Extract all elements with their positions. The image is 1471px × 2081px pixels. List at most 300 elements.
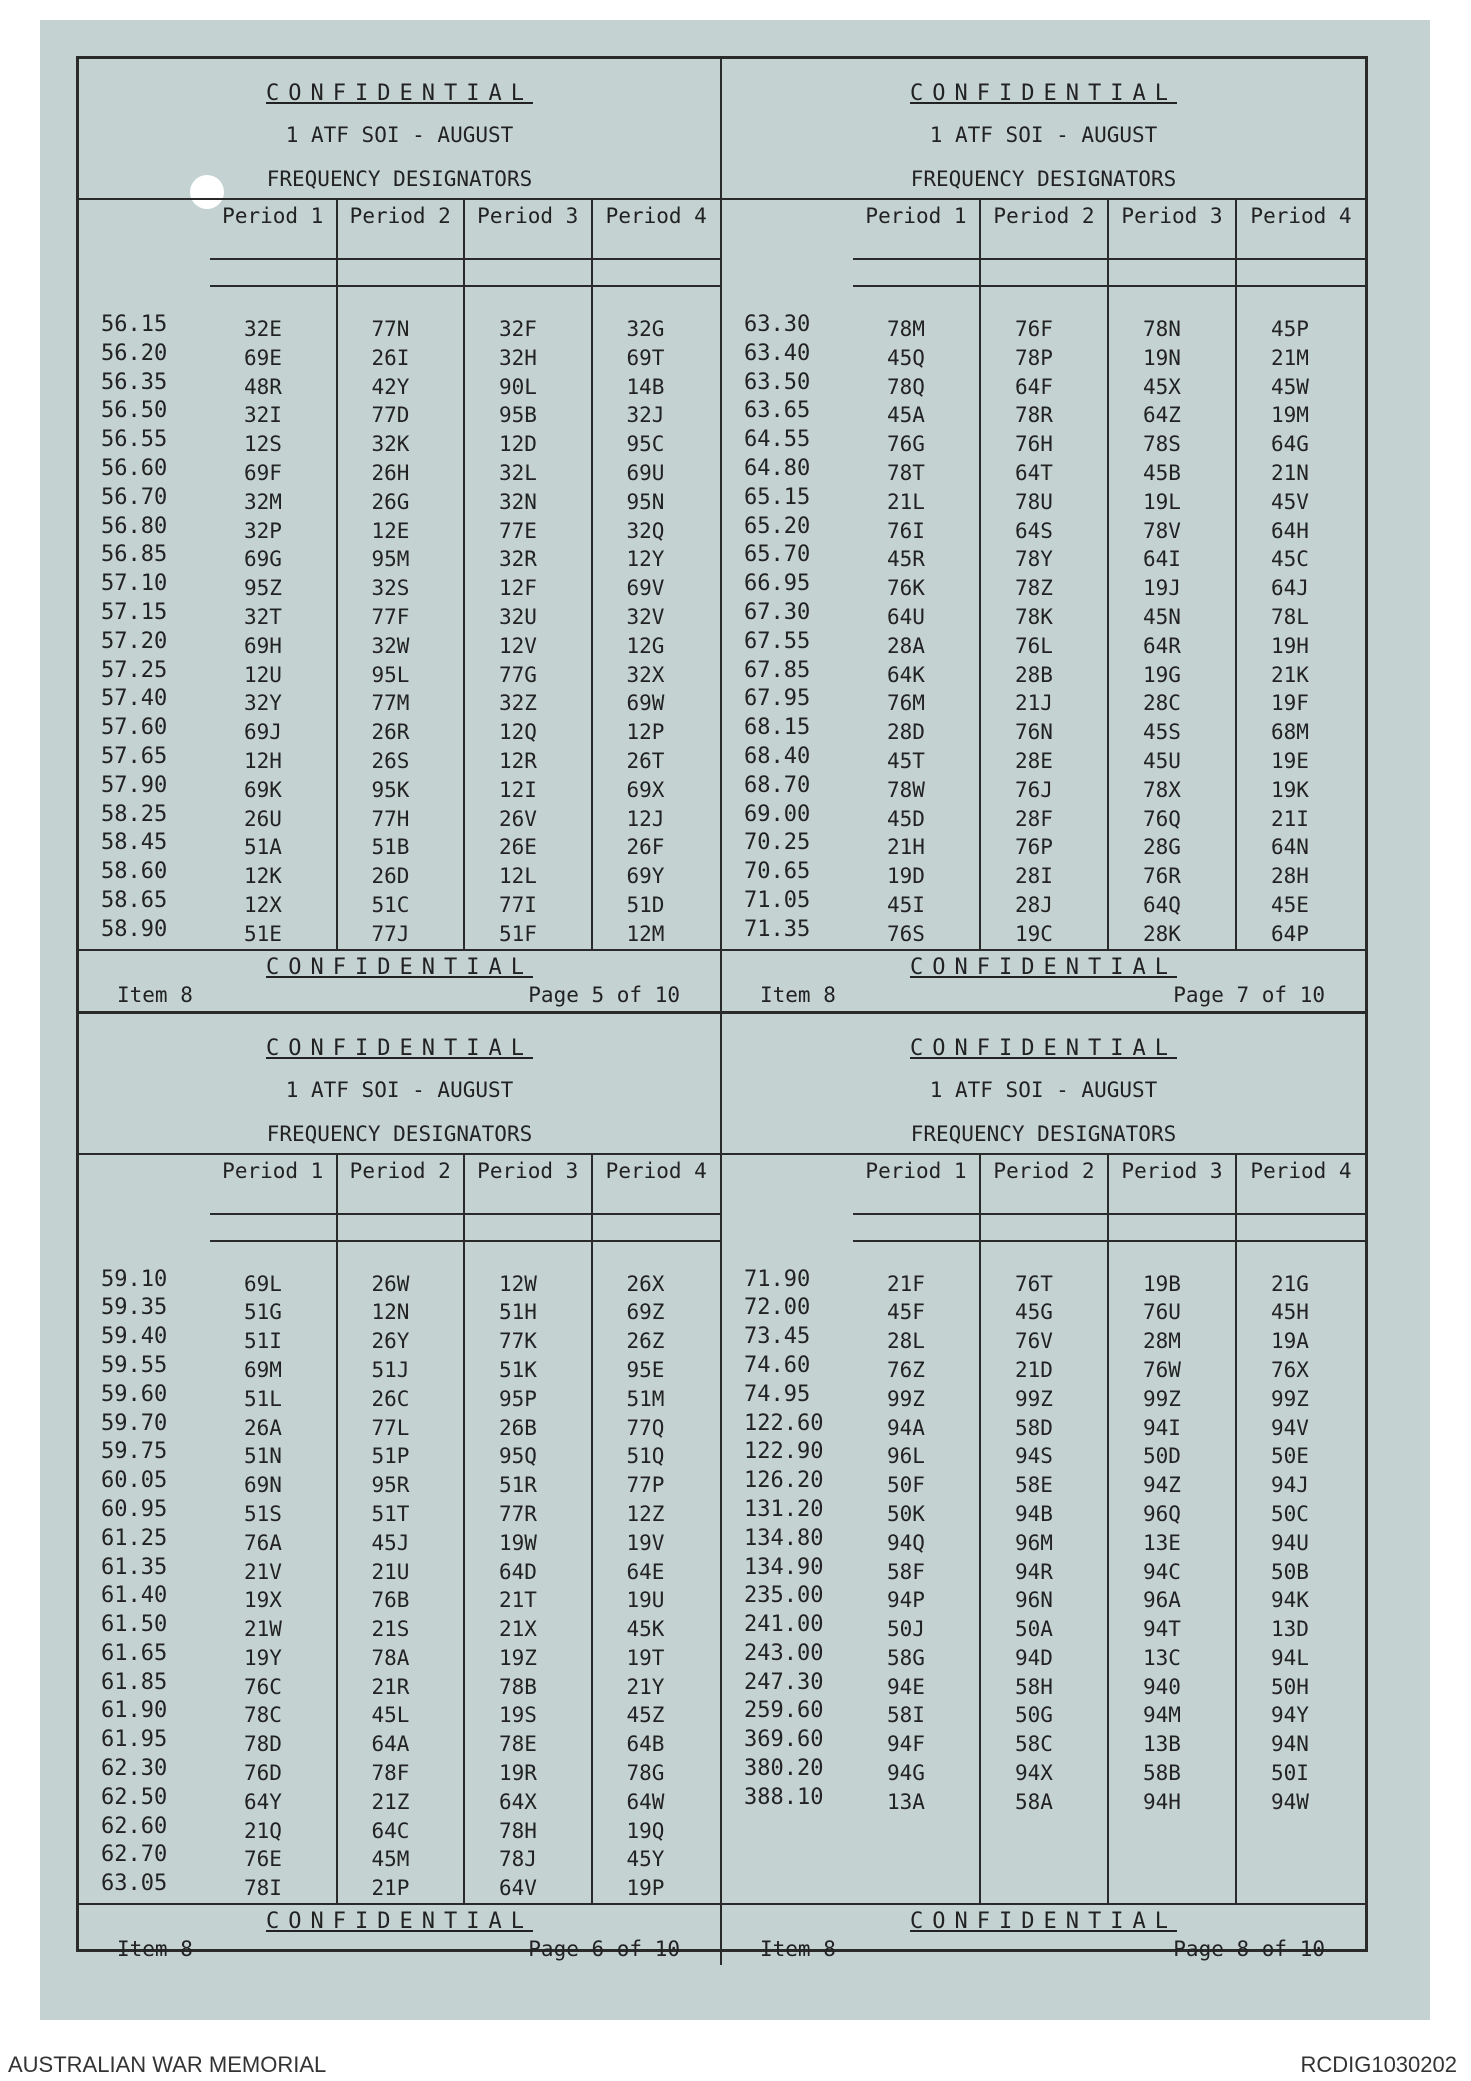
designator-cell: 76P bbox=[1015, 835, 1053, 860]
designator-cell: 12F bbox=[499, 576, 537, 601]
designator-cell: 64X bbox=[499, 1789, 537, 1814]
designator-cell: 28G bbox=[1143, 835, 1181, 860]
designator-cell: 19Z bbox=[499, 1645, 537, 1670]
designator-cell: 78T bbox=[887, 460, 925, 485]
frequency-value: 63.40 bbox=[744, 340, 811, 366]
frequency-value: 71.90 bbox=[744, 1266, 811, 1292]
frequency-header-blank bbox=[79, 200, 210, 258]
designator-cell: 95R bbox=[371, 1473, 410, 1498]
designator-cell: 12K bbox=[244, 864, 282, 889]
designator-cell: 26X bbox=[626, 1271, 665, 1296]
designator-cell: 64B bbox=[626, 1732, 665, 1757]
frequency-value: 131.20 bbox=[744, 1496, 824, 1522]
designator-cell: 50H bbox=[1271, 1674, 1309, 1699]
frequency-value: 64.55 bbox=[744, 427, 811, 453]
designator-cell: 26V bbox=[499, 806, 537, 831]
designator-cell: 78A bbox=[371, 1645, 410, 1670]
designator-cell: 78F bbox=[371, 1761, 410, 1786]
designator-cell: 28C bbox=[1143, 691, 1181, 716]
designator-cell: 77I bbox=[499, 892, 537, 917]
designator-cell: 12V bbox=[499, 633, 537, 658]
designator-cell: 26F bbox=[626, 835, 665, 860]
soi-title: 1 ATF SOI - AUGUST bbox=[285, 1077, 514, 1102]
designator-cell: 94N bbox=[1271, 1732, 1309, 1757]
frequency-value: 235.00 bbox=[744, 1583, 824, 1609]
designator-cell: 19W bbox=[499, 1530, 537, 1555]
designator-cell: 94K bbox=[1271, 1588, 1309, 1613]
card-header bbox=[722, 59, 1365, 200]
designator-cell: 51P bbox=[371, 1444, 410, 1469]
period-column-3 bbox=[465, 200, 593, 949]
designator-cell: 50C bbox=[1271, 1501, 1309, 1526]
designator-cell: 12X bbox=[244, 892, 282, 917]
frequency-value: 243.00 bbox=[744, 1640, 824, 1666]
designator-cell: 94V bbox=[1271, 1415, 1309, 1440]
frequency-value: 70.65 bbox=[744, 859, 811, 885]
designator-cell: 51M bbox=[626, 1386, 665, 1411]
designator-cell: 26E bbox=[499, 835, 537, 860]
designator-cell: 12Y bbox=[626, 547, 665, 572]
frequency-value: 56.60 bbox=[101, 455, 168, 481]
period-column-3 bbox=[1109, 200, 1237, 949]
designator-cell: 12J bbox=[626, 806, 665, 831]
frequency-value: 56.20 bbox=[101, 340, 168, 366]
frequency-value: 62.50 bbox=[101, 1784, 168, 1810]
designator-cell: 69U bbox=[626, 460, 665, 485]
designator-cell: 51G bbox=[244, 1300, 282, 1325]
designator-cell: 64W bbox=[626, 1789, 665, 1814]
designator-cell: 51R bbox=[499, 1473, 537, 1498]
designator-cell: 69Z bbox=[626, 1300, 665, 1325]
frequency-value: 369.60 bbox=[744, 1727, 824, 1753]
frequency-column bbox=[722, 1155, 853, 1904]
frequency-subheader-blank bbox=[722, 258, 853, 283]
designator-cell: 94Q bbox=[887, 1530, 925, 1555]
designator-cell: 51E bbox=[244, 921, 282, 946]
designator-cell: 64Z bbox=[1143, 403, 1181, 428]
designator-cell: 32Q bbox=[626, 518, 665, 543]
period-header: Period 4 bbox=[1250, 1158, 1352, 1183]
frequency-value: 58.45 bbox=[101, 830, 168, 856]
designator-cell: 64K bbox=[887, 662, 925, 687]
designator-cell: 19V bbox=[626, 1530, 665, 1555]
period-column-4 bbox=[1237, 1155, 1365, 1904]
page-5-card bbox=[79, 59, 722, 1014]
designator-cell: 77N bbox=[371, 317, 410, 341]
designator-cell: 94F bbox=[887, 1732, 925, 1757]
period-header: Period 3 bbox=[1121, 1158, 1223, 1183]
designator-cell: 12L bbox=[499, 864, 537, 889]
frequency-value: 61.50 bbox=[101, 1612, 168, 1638]
period-values bbox=[210, 287, 336, 949]
period-subheader bbox=[1237, 258, 1365, 287]
designator-cell: 12E bbox=[371, 518, 410, 543]
designator-cell: 94J bbox=[1271, 1473, 1309, 1498]
period-values bbox=[981, 1242, 1107, 1817]
designator-cell: 76I bbox=[887, 518, 925, 543]
period-values bbox=[853, 1242, 979, 1817]
designator-cell: 21W bbox=[244, 1617, 282, 1642]
frequency-value: 64.80 bbox=[744, 455, 811, 481]
designator-cell: 19T bbox=[626, 1645, 665, 1670]
period-column-2 bbox=[338, 200, 466, 949]
designator-cell: 50E bbox=[1271, 1444, 1309, 1469]
designator-cell: 64V bbox=[499, 1876, 537, 1901]
frequency-value: 57.15 bbox=[101, 599, 168, 625]
designator-cell: 13B bbox=[1143, 1732, 1181, 1757]
designator-cell: 45X bbox=[1143, 374, 1181, 399]
frequency-value: 63.50 bbox=[744, 369, 811, 395]
designator-cell: 19Q bbox=[626, 1818, 665, 1843]
designator-cell: 19F bbox=[1271, 691, 1309, 716]
period-column-4 bbox=[593, 1155, 721, 1904]
period-header: Period 2 bbox=[349, 1158, 451, 1183]
frequency-table bbox=[79, 200, 720, 949]
frequency-table bbox=[79, 1155, 720, 1904]
designator-cell: 94C bbox=[1143, 1559, 1181, 1584]
designator-cell: 21T bbox=[499, 1588, 537, 1613]
period-column-1 bbox=[853, 1155, 981, 1904]
designator-cell: 77D bbox=[371, 403, 410, 428]
designator-cell: 12N bbox=[371, 1300, 410, 1325]
card-footer bbox=[722, 949, 1365, 1011]
page-number: Page 6 of 10 bbox=[528, 1937, 680, 1962]
designator-cell: 94E bbox=[887, 1674, 925, 1699]
designator-cell: 76V bbox=[1015, 1329, 1053, 1354]
frequency-values bbox=[79, 1238, 210, 1900]
frequency-value: 74.60 bbox=[744, 1352, 811, 1378]
designator-cell: 12H bbox=[244, 748, 282, 773]
frequency-values bbox=[79, 283, 210, 945]
period-header: Period 1 bbox=[865, 204, 967, 228]
confidential-heading: CONFIDENTIAL bbox=[266, 81, 533, 106]
frequency-header-blank bbox=[722, 1155, 853, 1213]
designator-cell: 19N bbox=[1143, 345, 1181, 370]
designator-cell: 13A bbox=[887, 1789, 925, 1814]
period-values bbox=[593, 1242, 721, 1904]
designator-cell: 64P bbox=[1271, 921, 1309, 946]
item-label: Item 8 bbox=[117, 982, 193, 1007]
designator-cell: 76K bbox=[887, 576, 925, 601]
designator-cell: 51N bbox=[244, 1444, 282, 1469]
period-subheader bbox=[210, 258, 336, 287]
period-header: Period 2 bbox=[993, 204, 1095, 228]
designator-cell: 95Q bbox=[499, 1444, 537, 1469]
designator-cell: 13E bbox=[1143, 1530, 1181, 1555]
frequency-value: 259.60 bbox=[744, 1698, 824, 1724]
period-subheader bbox=[981, 1213, 1107, 1242]
period-column-2 bbox=[981, 200, 1109, 949]
designator-cell: 28D bbox=[887, 720, 925, 745]
designator-cell: 76G bbox=[887, 432, 925, 457]
designator-cell: 76D bbox=[244, 1761, 282, 1786]
frequency-subheader-blank bbox=[79, 1213, 210, 1238]
designator-cell: 32K bbox=[371, 432, 410, 457]
designator-cell: 19K bbox=[1271, 777, 1309, 802]
designator-cell: 19R bbox=[499, 1761, 537, 1786]
designator-cell: 21K bbox=[1271, 662, 1309, 687]
frequency-value: 61.40 bbox=[101, 1583, 168, 1609]
confidential-heading: CONFIDENTIAL bbox=[910, 1035, 1177, 1061]
designator-cell: 45T bbox=[887, 748, 925, 773]
designator-cell: 48R bbox=[244, 374, 282, 399]
page-number: Page 7 of 10 bbox=[1173, 982, 1325, 1007]
designator-cell: 19H bbox=[1271, 633, 1309, 658]
period-subheader bbox=[338, 258, 464, 287]
frequency-value: 122.90 bbox=[744, 1439, 824, 1465]
frequency-value: 58.65 bbox=[101, 887, 168, 913]
designator-cell: 58F bbox=[887, 1559, 925, 1584]
source-label: AUSTRALIAN WAR MEMORIAL bbox=[8, 2052, 327, 2077]
section-subtitle: FREQUENCY DESIGNATORS bbox=[266, 167, 533, 191]
designator-cell: 26I bbox=[371, 345, 410, 370]
designator-cell: 12Q bbox=[499, 720, 537, 745]
designator-cell: 45G bbox=[1015, 1300, 1053, 1325]
designator-cell: 12Z bbox=[626, 1501, 665, 1526]
designator-cell: 78K bbox=[1015, 604, 1053, 629]
section-subtitle: FREQUENCY DESIGNATORS bbox=[266, 1121, 533, 1146]
designator-cell: 51S bbox=[244, 1501, 282, 1526]
designator-cell: 50K bbox=[887, 1501, 925, 1526]
page-8-card bbox=[722, 1014, 1365, 1966]
designator-cell: 69X bbox=[626, 777, 665, 802]
card-footer bbox=[79, 949, 720, 1011]
designator-cell: 13D bbox=[1271, 1617, 1309, 1642]
frequency-value: 59.75 bbox=[101, 1439, 168, 1465]
designator-cell: 76Z bbox=[887, 1357, 925, 1382]
frequency-value: 61.95 bbox=[101, 1727, 168, 1753]
designator-cell: 26T bbox=[626, 748, 665, 773]
period-subheader bbox=[1237, 1213, 1365, 1242]
designator-cell: 76M bbox=[887, 691, 925, 716]
designator-cell: 78B bbox=[499, 1674, 537, 1699]
designator-cell: 94M bbox=[1143, 1703, 1181, 1728]
card-header bbox=[79, 1014, 720, 1155]
designator-cell: 64E bbox=[626, 1559, 665, 1584]
designator-cell: 32Z bbox=[499, 691, 537, 716]
designator-cell: 28M bbox=[1143, 1329, 1181, 1354]
designator-cell: 51T bbox=[371, 1501, 410, 1526]
designator-cell: 78C bbox=[244, 1703, 282, 1728]
frequency-value: 57.25 bbox=[101, 657, 168, 683]
frequency-values bbox=[722, 283, 853, 945]
designator-cell: 45N bbox=[1143, 604, 1181, 629]
frequency-header-blank bbox=[722, 200, 853, 258]
designator-cell: 32E bbox=[244, 317, 282, 341]
designator-cell: 45J bbox=[371, 1530, 410, 1555]
designator-cell: 12W bbox=[499, 1271, 537, 1296]
designator-cell: 21Y bbox=[626, 1674, 665, 1699]
designator-cell: 50G bbox=[1015, 1703, 1053, 1728]
designator-cell: 45H bbox=[1271, 1300, 1309, 1325]
designator-cell: 95C bbox=[626, 432, 665, 457]
designator-cell: 45U bbox=[1143, 748, 1181, 773]
frequency-value: 61.35 bbox=[101, 1554, 168, 1580]
frequency-value: 70.25 bbox=[744, 830, 811, 856]
designator-cell: 77H bbox=[371, 806, 410, 831]
designator-cell: 94R bbox=[1015, 1559, 1053, 1584]
designator-cell: 50D bbox=[1143, 1444, 1181, 1469]
designator-cell: 32V bbox=[626, 604, 665, 629]
period-subheader bbox=[593, 258, 721, 287]
designator-cell: 94A bbox=[887, 1415, 925, 1440]
designator-cell: 94S bbox=[1015, 1444, 1053, 1469]
designator-cell: 21Z bbox=[371, 1789, 410, 1814]
designator-cell: 50A bbox=[1015, 1617, 1053, 1642]
designator-cell: 45E bbox=[1271, 892, 1309, 917]
designator-cell: 14B bbox=[626, 374, 665, 399]
designator-cell: 21D bbox=[1015, 1357, 1053, 1382]
designator-cell: 90L bbox=[499, 374, 537, 399]
designator-cell: 28B bbox=[1015, 662, 1053, 687]
period-header: Period 3 bbox=[477, 204, 579, 228]
designator-cell: 95E bbox=[626, 1357, 665, 1382]
designator-cell: 19Y bbox=[244, 1645, 282, 1670]
period-column-1 bbox=[853, 200, 981, 949]
designator-cell: 32H bbox=[499, 345, 537, 370]
period-values bbox=[465, 287, 591, 949]
designator-cell: 51Q bbox=[626, 1444, 665, 1469]
designator-cell: 64R bbox=[1143, 633, 1181, 658]
designator-cell: 21P bbox=[371, 1876, 410, 1901]
designator-cell: 95L bbox=[371, 662, 410, 687]
frequency-value: 56.55 bbox=[101, 427, 168, 453]
designator-cell: 96L bbox=[887, 1444, 925, 1469]
designator-cell: 95K bbox=[371, 777, 410, 802]
designator-cell: 69W bbox=[626, 691, 665, 716]
designator-cell: 19L bbox=[1143, 489, 1181, 514]
designator-cell: 96N bbox=[1015, 1588, 1053, 1613]
confidential-heading: CONFIDENTIAL bbox=[910, 81, 1177, 106]
designator-cell: 13C bbox=[1143, 1645, 1181, 1670]
designator-cell: 58B bbox=[1143, 1761, 1181, 1786]
item-label: Item 8 bbox=[760, 982, 836, 1007]
designator-cell: 69F bbox=[244, 460, 282, 485]
soi-title: 1 ATF SOI - AUGUST bbox=[285, 123, 514, 147]
designator-cell: 21G bbox=[1271, 1271, 1309, 1296]
frequency-value: 69.00 bbox=[744, 801, 811, 827]
designator-cell: 940 bbox=[1143, 1674, 1181, 1699]
designator-cell: 69E bbox=[244, 345, 282, 370]
designator-cell: 76W bbox=[1143, 1357, 1181, 1382]
frequency-value: 57.40 bbox=[101, 686, 168, 712]
page-number: Page 8 of 10 bbox=[1173, 1937, 1325, 1962]
frequency-value: 241.00 bbox=[744, 1612, 824, 1638]
designator-cell: 78U bbox=[1015, 489, 1053, 514]
designator-cell: 77L bbox=[371, 1415, 410, 1440]
designator-cell: 99Z bbox=[1143, 1386, 1181, 1411]
period-values bbox=[1237, 1242, 1365, 1817]
designator-cell: 50I bbox=[1271, 1761, 1309, 1786]
frequency-value: 56.15 bbox=[101, 312, 168, 337]
designator-cell: 64D bbox=[499, 1559, 537, 1584]
designator-cell: 26U bbox=[244, 806, 282, 831]
designator-cell: 50F bbox=[887, 1473, 925, 1498]
frequency-value: 67.30 bbox=[744, 599, 811, 625]
designator-cell: 12P bbox=[626, 720, 665, 745]
designator-cell: 45L bbox=[371, 1703, 410, 1728]
designator-cell: 26Y bbox=[371, 1329, 410, 1354]
designator-cell: 78P bbox=[1015, 345, 1053, 370]
period-subheader bbox=[210, 1213, 336, 1242]
frequency-value: 58.60 bbox=[101, 859, 168, 885]
designator-cell: 32N bbox=[499, 489, 537, 514]
designator-cell: 78R bbox=[1015, 403, 1053, 428]
designator-cell: 99Z bbox=[1015, 1386, 1053, 1411]
footer-confidential: CONFIDENTIAL bbox=[266, 954, 533, 980]
period-subheader bbox=[465, 258, 591, 287]
designator-cell: 64A bbox=[371, 1732, 410, 1757]
frequency-value: 56.35 bbox=[101, 369, 168, 395]
designator-cell: 26R bbox=[371, 720, 410, 745]
frequency-value: 59.40 bbox=[101, 1324, 168, 1350]
designator-cell: 58E bbox=[1015, 1473, 1053, 1498]
designator-cell: 32T bbox=[244, 604, 282, 629]
period-values bbox=[210, 1242, 336, 1904]
designator-cell: 78Z bbox=[1015, 576, 1053, 601]
card-header bbox=[722, 1014, 1365, 1155]
frequency-value: 59.55 bbox=[101, 1352, 168, 1378]
designator-cell: 94L bbox=[1271, 1645, 1309, 1670]
period-header: Period 4 bbox=[1250, 204, 1352, 228]
designator-cell: 77K bbox=[499, 1329, 537, 1354]
designator-cell: 28J bbox=[1015, 892, 1053, 917]
period-subheader bbox=[1109, 1213, 1235, 1242]
frequency-value: 56.85 bbox=[101, 542, 168, 568]
designator-cell: 51H bbox=[499, 1300, 537, 1325]
designator-cell: 19U bbox=[626, 1588, 665, 1613]
frequency-value: 59.60 bbox=[101, 1381, 168, 1407]
designator-cell: 78H bbox=[499, 1818, 537, 1843]
period-column-2 bbox=[338, 1155, 466, 1904]
designator-cell: 50J bbox=[887, 1617, 925, 1642]
period-values bbox=[1109, 1242, 1235, 1817]
page-6-card bbox=[79, 1014, 722, 1966]
frequency-value: 71.35 bbox=[744, 916, 811, 942]
frequency-value: 73.45 bbox=[744, 1324, 811, 1350]
period-column-3 bbox=[465, 1155, 593, 1904]
frequency-value: 63.05 bbox=[101, 1871, 168, 1897]
designator-cell: 64Y bbox=[244, 1789, 282, 1814]
designator-cell: 21I bbox=[1271, 806, 1309, 831]
frequency-value: 122.60 bbox=[744, 1410, 824, 1436]
period-column-4 bbox=[593, 200, 721, 949]
designator-cell: 28E bbox=[1015, 748, 1053, 773]
designator-cell: 78G bbox=[626, 1761, 665, 1786]
designator-cell: 45I bbox=[887, 892, 925, 917]
period-header: Period 2 bbox=[993, 1158, 1095, 1183]
frequency-value: 62.30 bbox=[101, 1756, 168, 1782]
frequency-value: 59.35 bbox=[101, 1295, 168, 1321]
designator-cell: 21L bbox=[887, 489, 925, 514]
frequency-value: 57.90 bbox=[101, 772, 168, 798]
designator-cell: 12D bbox=[499, 432, 537, 457]
designator-cell: 95B bbox=[499, 403, 537, 428]
frequency-value: 388.10 bbox=[744, 1784, 824, 1810]
designator-cell: 69Y bbox=[626, 864, 665, 889]
designator-cell: 94T bbox=[1143, 1617, 1181, 1642]
designator-cell: 69N bbox=[244, 1473, 282, 1498]
designator-cell: 19D bbox=[887, 864, 925, 889]
designator-cell: 58H bbox=[1015, 1674, 1053, 1699]
designator-cell: 32R bbox=[499, 547, 537, 572]
section-subtitle: FREQUENCY DESIGNATORS bbox=[910, 1121, 1177, 1146]
designator-cell: 78S bbox=[1143, 432, 1181, 457]
designator-cell: 19E bbox=[1271, 748, 1309, 773]
designator-cell: 21V bbox=[244, 1559, 282, 1584]
designator-cell: 94X bbox=[1015, 1761, 1053, 1786]
frequency-value: 57.10 bbox=[101, 571, 168, 597]
